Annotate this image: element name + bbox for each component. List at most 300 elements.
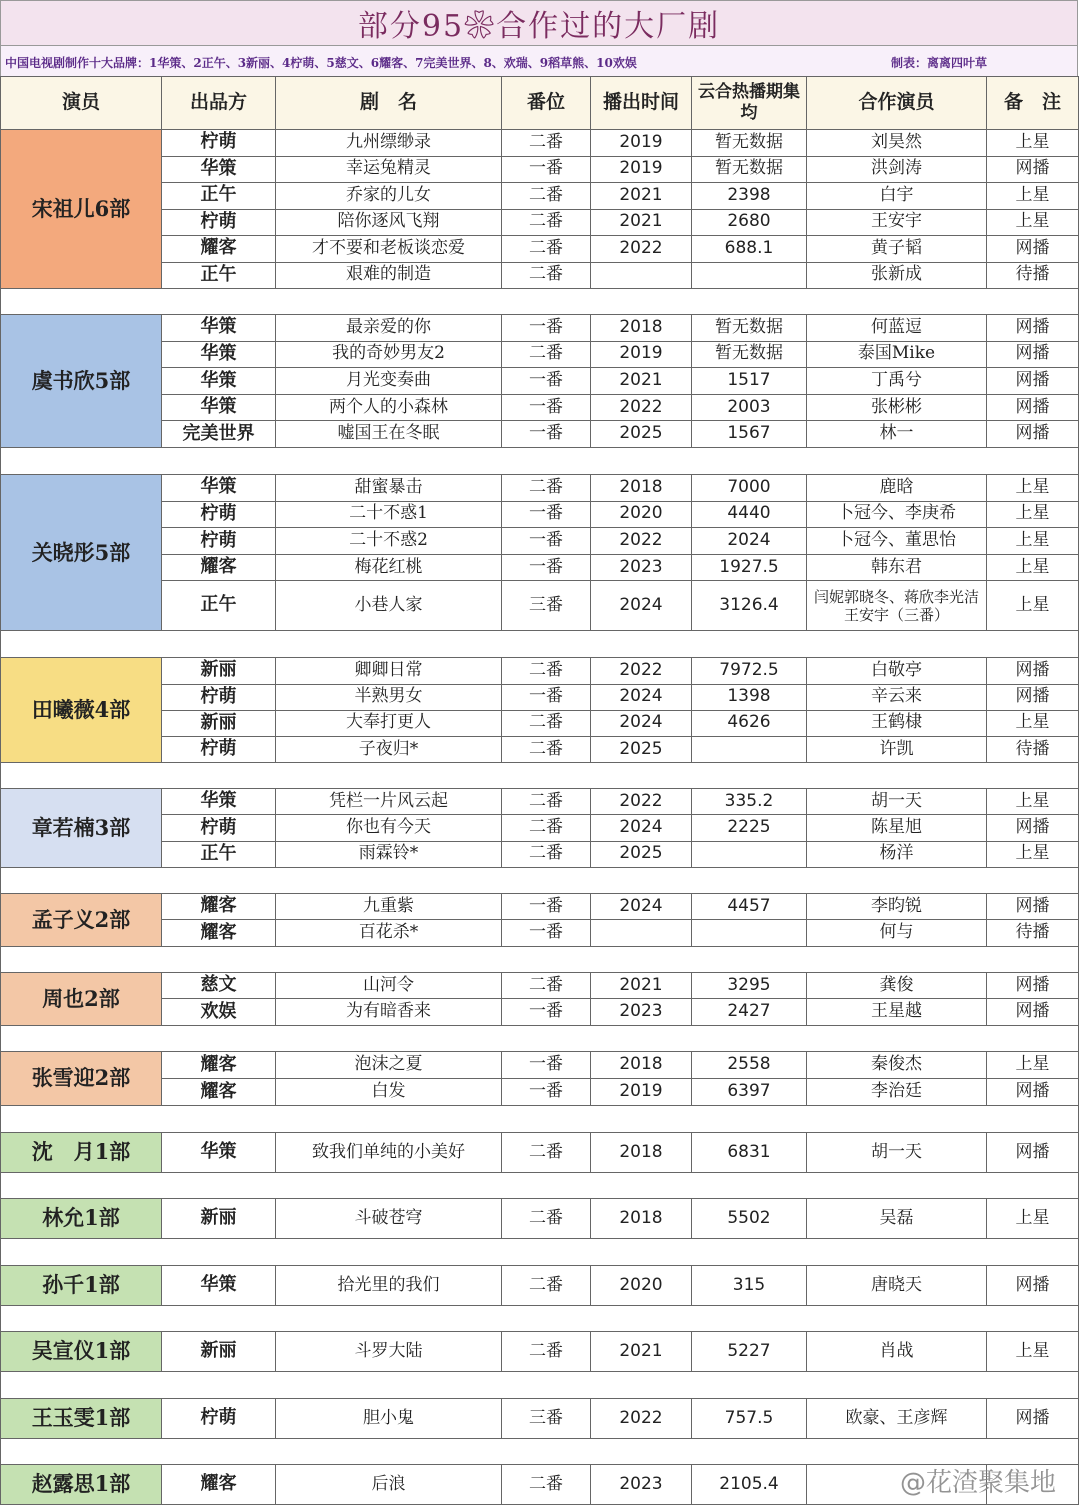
drama-table: [0, 76, 1079, 1505]
note-cell: 上星: [987, 710, 1079, 736]
rank-cell: 二番: [502, 841, 591, 867]
table-row: [1, 156, 1079, 183]
group-spacer: [1, 1172, 1079, 1198]
group-spacer: [1, 1305, 1079, 1331]
rank-cell: 一番: [502, 554, 591, 581]
rank-cell: 一番: [502, 315, 591, 342]
year-cell: 2021: [591, 1331, 692, 1371]
group-spacer-row: [1, 1438, 1079, 1464]
rank-cell: 一番: [502, 920, 591, 947]
coop-cell: 张新成: [807, 262, 987, 289]
year-cell: 2024: [591, 684, 692, 710]
table-row: [1, 893, 1079, 920]
actor-cell: 田曦薇4部: [1, 658, 162, 763]
year-cell: 2019: [591, 130, 692, 157]
heat-cell: 2558: [692, 1051, 807, 1078]
coop-cell: 何蓝逗: [807, 315, 987, 342]
group-spacer: [1, 1238, 1079, 1265]
rank-cell: 二番: [502, 262, 591, 289]
note-cell: 网播: [987, 999, 1079, 1026]
year-cell: 2023: [591, 554, 692, 581]
studio-cell: 柠萌: [162, 684, 276, 710]
coop-cell: 陈星旭: [807, 815, 987, 841]
drama-cell: 陪你逐风飞翔: [276, 209, 502, 236]
year-cell: 2024: [591, 581, 692, 631]
coop-cell: 王鹤棣: [807, 710, 987, 736]
studio-cell: 华策: [162, 474, 276, 501]
year-cell: 2025: [591, 421, 692, 448]
heat-cell: 暂无数据: [692, 341, 807, 368]
heat-cell: 3126.4: [692, 581, 807, 631]
coop-cell: 卜冠今、董思怡: [807, 528, 987, 555]
note-cell: 网播: [987, 684, 1079, 710]
rank-cell: 一番: [502, 528, 591, 555]
drama-cell: 斗罗大陆: [276, 1331, 502, 1371]
year-cell: 2023: [591, 1464, 692, 1504]
table-row: [1, 368, 1079, 395]
header-rank: 番位: [502, 77, 591, 130]
note-cell: 上星: [987, 1051, 1079, 1078]
table-row: [1, 501, 1079, 528]
studio-cell: 新丽: [162, 1198, 276, 1238]
note-cell: 网播: [987, 315, 1079, 342]
table-row: [1, 684, 1079, 710]
coop-cell: 欧豪、王彦辉: [807, 1398, 987, 1438]
note-cell: 上星: [987, 528, 1079, 555]
studio-cell: 华策: [162, 341, 276, 368]
year-cell: 2018: [591, 315, 692, 342]
actor-cell: 赵露思1部: [1, 1464, 162, 1504]
drama-cell: 幸运兔精灵: [276, 156, 502, 183]
heat-cell: 2225: [692, 815, 807, 841]
table-row: [1, 1398, 1079, 1438]
drama-cell: 为有暗香来: [276, 999, 502, 1026]
group-spacer: [1, 867, 1079, 893]
rank-cell: 一番: [502, 893, 591, 920]
heat-cell: 2003: [692, 394, 807, 421]
header-year: 播出时间: [591, 77, 692, 130]
drama-cell: 你也有今天: [276, 815, 502, 841]
drama-cell: 最亲爱的你: [276, 315, 502, 342]
drama-cell: 我的奇妙男友2: [276, 341, 502, 368]
heat-cell: 688.1: [692, 236, 807, 263]
note-cell: 网播: [987, 1398, 1079, 1438]
heat-cell: 7000: [692, 474, 807, 501]
heat-cell: 315: [692, 1265, 807, 1305]
note-cell: 网播: [987, 368, 1079, 395]
note-cell: 网播: [987, 1132, 1079, 1172]
heat-cell: 2398: [692, 183, 807, 210]
table-row: [1, 421, 1079, 448]
drama-cell: 雨霖铃*: [276, 841, 502, 867]
year-cell: 2025: [591, 736, 692, 762]
year-cell: 2019: [591, 156, 692, 183]
rank-cell: 二番: [502, 789, 591, 815]
table-row: [1, 209, 1079, 236]
table-row: [1, 236, 1079, 263]
header-studio: 出品方: [162, 77, 276, 130]
coop-cell: 胡一天: [807, 1132, 987, 1172]
coop-cell: 吴磊: [807, 1198, 987, 1238]
drama-cell: 九州缥缈录: [276, 130, 502, 157]
year-cell: 2018: [591, 1051, 692, 1078]
heat-cell: 5227: [692, 1331, 807, 1371]
rank-cell: 二番: [502, 736, 591, 762]
heat-cell: 1517: [692, 368, 807, 395]
heat-cell: 4626: [692, 710, 807, 736]
header-actor: 演员: [1, 77, 162, 130]
drama-cell: 斗破苍穹: [276, 1198, 502, 1238]
year-cell: 2022: [591, 394, 692, 421]
rank-cell: 二番: [502, 474, 591, 501]
coop-cell: 李治廷: [807, 1078, 987, 1105]
note-cell: 网播: [987, 815, 1079, 841]
note-cell: 上星: [987, 1331, 1079, 1371]
coop-cell: 张彬彬: [807, 394, 987, 421]
table-row: [1, 1132, 1079, 1172]
group-spacer: [1, 1105, 1079, 1132]
drama-cell: 嘘国王在冬眠: [276, 421, 502, 448]
group-spacer: [1, 763, 1079, 789]
actor-cell: 章若楠3部: [1, 789, 162, 868]
note-cell: 上星: [987, 789, 1079, 815]
year-cell: 2022: [591, 528, 692, 555]
drama-cell: 子夜归*: [276, 736, 502, 762]
studio-cell: 正午: [162, 581, 276, 631]
coop-cell: 丁禹兮: [807, 368, 987, 395]
note-cell: 网播: [987, 1078, 1079, 1105]
heat-cell: 1927.5: [692, 554, 807, 581]
drama-cell: 泡沫之夏: [276, 1051, 502, 1078]
drama-cell: 梅花红桃: [276, 554, 502, 581]
group-spacer-row: [1, 763, 1079, 789]
year-cell: 2022: [591, 1398, 692, 1438]
drama-cell: 两个人的小森林: [276, 394, 502, 421]
header-note: 备 注: [987, 77, 1079, 130]
actor-cell: 吴宣仪1部: [1, 1331, 162, 1371]
table-row: [1, 341, 1079, 368]
rank-cell: 二番: [502, 236, 591, 263]
coop-cell: 林一: [807, 421, 987, 448]
coop-cell: 许凯: [807, 736, 987, 762]
rank-cell: 一番: [502, 394, 591, 421]
studio-cell: 新丽: [162, 1331, 276, 1371]
year-cell: 2019: [591, 1078, 692, 1105]
year-cell: 2025: [591, 841, 692, 867]
note-cell: 上星: [987, 841, 1079, 867]
group-spacer: [1, 1438, 1079, 1464]
coop-cell: 刘昊然: [807, 130, 987, 157]
drama-cell: 二十不惑1: [276, 501, 502, 528]
group-spacer-row: [1, 447, 1079, 474]
year-cell: 2021: [591, 183, 692, 210]
heat-cell: 2105.4: [692, 1464, 807, 1504]
note-cell: 待播: [987, 736, 1079, 762]
coop-cell: 卜冠今、李庚希: [807, 501, 987, 528]
group-spacer: [1, 946, 1079, 972]
coop-cell: 白宇: [807, 183, 987, 210]
note-cell: 网播: [987, 1265, 1079, 1305]
note-cell: 网播: [987, 394, 1079, 421]
table-row: [1, 528, 1079, 555]
drama-cell: 甜蜜暴击: [276, 474, 502, 501]
drama-cell: 百花杀*: [276, 920, 502, 947]
group-spacer: [1, 631, 1079, 658]
maker-credit: 制表：离离四叶草: [891, 56, 988, 70]
year-cell: 2020: [591, 501, 692, 528]
coop-cell: 韩东君: [807, 554, 987, 581]
year-cell: 2024: [591, 815, 692, 841]
actor-cell: 周也2部: [1, 972, 162, 1025]
rank-cell: 一番: [502, 999, 591, 1026]
studio-cell: 华策: [162, 156, 276, 183]
rank-cell: 二番: [502, 658, 591, 684]
studio-cell: 欢娱: [162, 999, 276, 1026]
coop-cell: 白敬亭: [807, 658, 987, 684]
rank-cell: 三番: [502, 1398, 591, 1438]
heat-cell: 2427: [692, 999, 807, 1026]
rank-cell: 二番: [502, 815, 591, 841]
coop-cell: 李昀锐: [807, 893, 987, 920]
drama-cell: 胆小鬼: [276, 1398, 502, 1438]
studio-cell: 华策: [162, 1265, 276, 1305]
drama-cell: 大奉打更人: [276, 710, 502, 736]
year-cell: 2021: [591, 209, 692, 236]
drama-cell: 拾光里的我们: [276, 1265, 502, 1305]
note-cell: 网播: [987, 658, 1079, 684]
note-cell: 网播: [987, 972, 1079, 999]
coop-cell: 杨洋: [807, 841, 987, 867]
heat-cell: [692, 736, 807, 762]
heat-cell: 7972.5: [692, 658, 807, 684]
heat-cell: 335.2: [692, 789, 807, 815]
table-row: [1, 1331, 1079, 1371]
studio-cell: 耀客: [162, 1464, 276, 1504]
table-row: [1, 262, 1079, 289]
heat-cell: [692, 841, 807, 867]
header-coop: 合作演员: [807, 77, 987, 130]
note-cell: 网播: [987, 156, 1079, 183]
drama-cell: 半熟男女: [276, 684, 502, 710]
page-title: 部分95❀合作过的大厂剧: [357, 9, 721, 44]
drama-cell: 小巷人家: [276, 581, 502, 631]
rank-cell: 二番: [502, 183, 591, 210]
heat-cell: 暂无数据: [692, 130, 807, 157]
rank-cell: 二番: [502, 1464, 591, 1504]
studio-cell: 柠萌: [162, 815, 276, 841]
studio-cell: 正午: [162, 183, 276, 210]
table-row: [1, 1198, 1079, 1238]
note-cell: 上星: [987, 1198, 1079, 1238]
group-spacer-row: [1, 289, 1079, 315]
coop-cell: 泰国Mike: [807, 341, 987, 368]
drama-cell: 乔家的儿女: [276, 183, 502, 210]
coop-cell: 鹿晗: [807, 474, 987, 501]
drama-cell: 九重紫: [276, 893, 502, 920]
brands-note: 中国电视剧制作十大品牌：1华策、2正午、3新丽、4柠萌、5慈文、6耀客、7完美世界、8、欢瑞、9稻草熊、10欢娱: [5, 56, 637, 70]
year-cell: 2021: [591, 368, 692, 395]
studio-cell: 柠萌: [162, 130, 276, 157]
coop-cell: 王星越: [807, 999, 987, 1026]
actor-cell: 王玉雯1部: [1, 1398, 162, 1438]
group-spacer-row: [1, 1371, 1079, 1398]
actor-cell: 虞书欣5部: [1, 315, 162, 448]
year-cell: 2024: [591, 893, 692, 920]
actor-cell: 孟子义2部: [1, 893, 162, 946]
rank-cell: 二番: [502, 1265, 591, 1305]
heat-cell: 4457: [692, 893, 807, 920]
subtitle-bar: [0, 46, 1078, 76]
drama-cell: 二十不惑2: [276, 528, 502, 555]
heat-cell: 6397: [692, 1078, 807, 1105]
heat-cell: [692, 920, 807, 947]
rank-cell: 二番: [502, 130, 591, 157]
rank-cell: 一番: [502, 156, 591, 183]
coop-cell: 秦俊杰: [807, 1051, 987, 1078]
actor-cell: 张雪迎2部: [1, 1051, 162, 1105]
rank-cell: 二番: [502, 1132, 591, 1172]
actor-cell: 孙千1部: [1, 1265, 162, 1305]
studio-cell: 华策: [162, 394, 276, 421]
studio-cell: 新丽: [162, 658, 276, 684]
table-row: [1, 972, 1079, 999]
watermark: @花渣聚集地: [900, 1468, 1057, 1498]
table-body: [1, 130, 1079, 1505]
note-cell: 上星: [987, 183, 1079, 210]
rank-cell: 二番: [502, 209, 591, 236]
rank-cell: 一番: [502, 1078, 591, 1105]
table-row: [1, 581, 1079, 631]
coop-cell: 洪剑涛: [807, 156, 987, 183]
drama-cell: 艰难的制造: [276, 262, 502, 289]
table-row: [1, 999, 1079, 1026]
coop-cell: 王安宇: [807, 209, 987, 236]
studio-cell: 华策: [162, 1132, 276, 1172]
studio-cell: 完美世界: [162, 421, 276, 448]
group-spacer-row: [1, 1172, 1079, 1198]
header-drama: 剧 名: [276, 77, 502, 130]
group-spacer-row: [1, 867, 1079, 893]
coop-cell: 何与: [807, 920, 987, 947]
rank-cell: 一番: [502, 684, 591, 710]
studio-cell: 柠萌: [162, 501, 276, 528]
heat-cell: 2680: [692, 209, 807, 236]
note-cell: 网播: [987, 421, 1079, 448]
heat-cell: 6831: [692, 1132, 807, 1172]
year-cell: 2018: [591, 1132, 692, 1172]
actor-cell: 林允1部: [1, 1198, 162, 1238]
actor-cell: 关晓彤5部: [1, 474, 162, 630]
heat-cell: 1398: [692, 684, 807, 710]
year-cell: [591, 920, 692, 947]
studio-cell: 华策: [162, 315, 276, 342]
heat-cell: 4440: [692, 501, 807, 528]
coop-cell: 闫妮郭晓冬、蒋欣李光洁王安宇（三番）: [807, 581, 987, 631]
table-row: [1, 315, 1079, 342]
drama-cell: 凭栏一片风云起: [276, 789, 502, 815]
studio-cell: 耀客: [162, 920, 276, 947]
group-spacer-row: [1, 1238, 1079, 1265]
note-cell: 待播: [987, 262, 1079, 289]
note-cell: 待播: [987, 920, 1079, 947]
rank-cell: 一番: [502, 421, 591, 448]
year-cell: 2022: [591, 236, 692, 263]
group-spacer: [1, 289, 1079, 315]
table-row: [1, 710, 1079, 736]
heat-cell: 2024: [692, 528, 807, 555]
rank-cell: 二番: [502, 1198, 591, 1238]
year-cell: 2018: [591, 474, 692, 501]
drama-cell: 山河令: [276, 972, 502, 999]
heat-cell: 757.5: [692, 1398, 807, 1438]
studio-cell: 正午: [162, 841, 276, 867]
drama-cell: 才不要和老板谈恋爱: [276, 236, 502, 263]
drama-cell: 致我们单纯的小美好: [276, 1132, 502, 1172]
studio-cell: 华策: [162, 789, 276, 815]
year-cell: [591, 262, 692, 289]
group-spacer: [1, 1371, 1079, 1398]
coop-cell: 辛云来: [807, 684, 987, 710]
actor-cell: 宋祖儿6部: [1, 130, 162, 289]
studio-cell: 耀客: [162, 236, 276, 263]
studio-cell: 柠萌: [162, 1398, 276, 1438]
rank-cell: 一番: [502, 1051, 591, 1078]
group-spacer-row: [1, 1025, 1079, 1051]
rank-cell: 二番: [502, 1331, 591, 1371]
note-cell: 上星: [987, 501, 1079, 528]
year-cell: 2021: [591, 972, 692, 999]
drama-cell: 卿卿日常: [276, 658, 502, 684]
studio-cell: 耀客: [162, 554, 276, 581]
rank-cell: 二番: [502, 710, 591, 736]
studio-cell: 华策: [162, 368, 276, 395]
coop-cell: 黄子韬: [807, 236, 987, 263]
group-spacer-row: [1, 946, 1079, 972]
note-cell: 上星: [987, 130, 1079, 157]
year-cell: 2020: [591, 1265, 692, 1305]
table-row: [1, 183, 1079, 210]
page-title-bar: [0, 0, 1078, 46]
rank-cell: 一番: [502, 368, 591, 395]
heat-cell: [692, 262, 807, 289]
year-cell: 2018: [591, 1198, 692, 1238]
table-row: [1, 920, 1079, 947]
heat-cell: 3295: [692, 972, 807, 999]
table-row: [1, 554, 1079, 581]
note-cell: 网播: [987, 236, 1079, 263]
table-row: [1, 815, 1079, 841]
note-cell: 上星: [987, 209, 1079, 236]
note-cell: 网播: [987, 341, 1079, 368]
table-row: [1, 394, 1079, 421]
table-row: [1, 1078, 1079, 1105]
header-row: [1, 77, 1079, 130]
table-row: [1, 658, 1079, 684]
table-row: [1, 841, 1079, 867]
heat-cell: 暂无数据: [692, 315, 807, 342]
drama-cell: 后浪: [276, 1464, 502, 1504]
rank-cell: 一番: [502, 501, 591, 528]
table-row: [1, 1265, 1079, 1305]
group-spacer-row: [1, 1305, 1079, 1331]
note-cell: 上星: [987, 581, 1079, 631]
studio-cell: 耀客: [162, 1051, 276, 1078]
coop-cell: 肖战: [807, 1331, 987, 1371]
note-cell: 上星: [987, 474, 1079, 501]
rank-cell: 二番: [502, 341, 591, 368]
header-heat: 云合热播期集均: [692, 77, 807, 130]
year-cell: 2022: [591, 789, 692, 815]
